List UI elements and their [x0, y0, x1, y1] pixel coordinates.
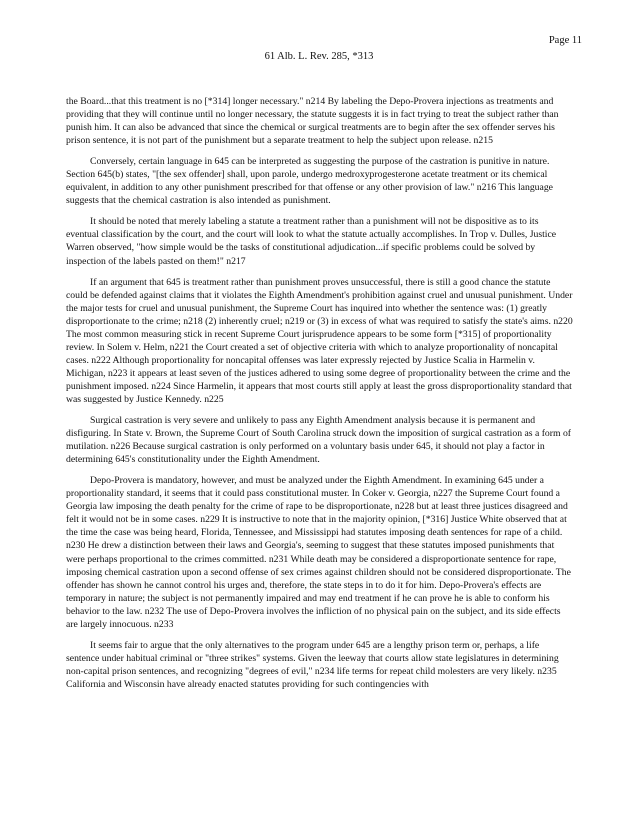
paragraph: Surgical castration is very severe and unlikely to pass any Eighth Amendment analysis because it is permanent and disfiguring. In State v. Brown, the Supreme Court of South Carolina struck down the imposition of surgical castration as a form of mutilation. n226 Because surgical castration is only performed on a voluntary basis under 645, it should not play a factor in determining 645's constitutionality under the Eighth Amendment. — [66, 415, 572, 466]
paragraph: If an argument that 645 is treatment rather than punishment proves unsuccessful, there is still a good chance the statute could be defended against claims that it violates the Eighth Amendment's prohibition against cruel and unusual punishment. Under the major tests for cruel and unusual punishment, the Supreme Court has inquired into whether the sentence was: (1) greatly disproportionate to the crime; n218 (2) inherently cruel; n219 or (3) in excess of what was required to satisfy the state's aims. n220 The most common measuring stick in recent Supreme Court jurisprudence appears to be some form [*315] of proportionality review. In Solem v. Helm, n221 the Court created a set of objective criteria with which to analyze proportionality of noncapital cases. n222 Although proportionality for noncapital offenses was later expressly rejected by Justice Scalia in Harmelin v. Michigan, n223 it appears at least seven of the justices adhered to using some degree of proportionality between the crime and the punishment imposed. n224 Since Harmelin, it appears that most courts still apply at least the gross disproportionality standard that was suggested by Justice Kennedy. n225 — [66, 276, 573, 405]
document-body — [66, 95, 573, 699]
paragraph: Depo-Provera is mandatory, however, and must be analyzed under the Eighth Amendment. In examining 645 under a proportionality standard, it seems that it could pass constitutional muster. In Coker v. Georgia, n227 the Supreme Court found a Georgia law imposing the death penalty for the crime of rape to be disproportionate, n228 but at least three justices disagreed and felt it would not be in some cases. n229 It is instructive to note that in the majority opinion, [*316] Justice White observed that at the time the case was being heard, Florida, Tennessee, and Mississippi had statutes imposing death sentences for rape of a child. n230 He drew a distinction between their laws and Georgia's, seeming to suggest that these statutes imposed punishments that were perhaps proportional to the crimes committed. n231 While death may be considered a disproportionate sentence for rape, imposing chemical castration upon a second offense of sex crimes against children should not be considered disproportionate. The offender has shown he cannot control his urges and, therefore, the state steps in to do it for him. Depo-Provera's effects are temporary in nature; the subject is not permanently impaired and may end treatment if he can prove he is able to conform his behavior to the law. n232 The use of Depo-Provera involves the infliction of no physical pain on the subject, and its side effects are largely innocuous. n233 — [66, 475, 571, 630]
paragraph: It seems fair to argue that the only alternatives to the program under 645 are a lengthy prison term or, perhaps, a life sentence under habitual criminal or "three strikes" systems. Given the leeway that courts allow state legislatures in determining non-capital prison sentences, and recognizing "degrees of evil," n234 life terms for repeat child molesters are very likely. n235 California and Wisconsin have already enacted statutes providing for such contingencies with — [66, 639, 559, 690]
paragraph: It should be noted that merely labeling a statute a treatment rather than a punishment will not be dispositive as to its eventual classification by the court, and the court will look to what the statute actually accomplishes. In Trop v. Dulles, Justice Warren observed, "how simple would be the tasks of constitutional adjudication...if specific problems could be solved by inspection of the labels pasted on them!" n217 — [66, 216, 557, 267]
citation-header: 61 Alb. L. Rev. 285, *313 — [264, 51, 374, 62]
page-number: Page 11 — [548, 35, 582, 46]
paragraph-continuation: the Board...that this treatment is no [*314] longer necessary." n214 By labeling the Depo-Provera injections as treatments and providing that they will continue until no longer necessary, the statute suggests it is in fact trying to treat the subject rather than punish him. It can also be advanced that since the chemical or surgical treatments are to begin after the sex offender serves his prison sentence, it is not part of the punishment but a separate treatment to help the subject upon release. n215 — [66, 96, 559, 147]
paragraph: Conversely, certain language in 645 can be interpreted as suggesting the purpose of the castration is punitive in nature. Section 645(b) states, "[the sex offender] shall, upon parole, undergo medroxyprogesterone acetate treatment or its chemical equivalent, in addition to any other punishment prescribed for that offense or any other provision of law." n216 This language suggests that the chemical castration is also intended as punishment. — [66, 156, 553, 207]
